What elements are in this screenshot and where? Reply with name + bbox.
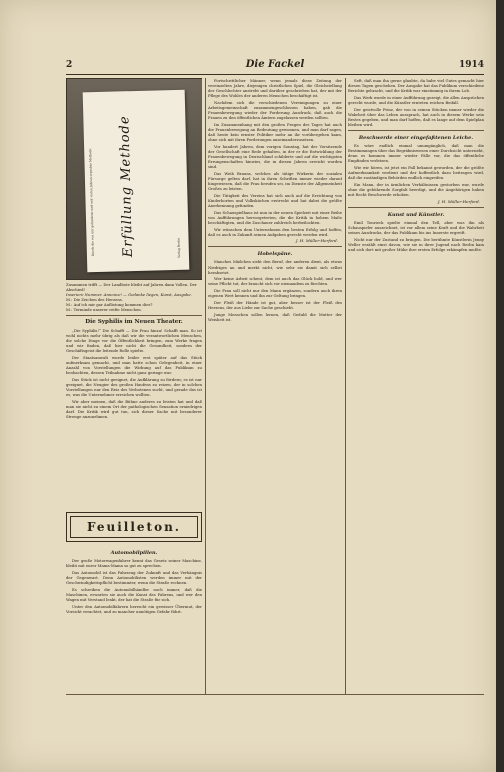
paragraph: Der geistvolle Prinz, der von in seinen Stücken immer wieder die Wahrheit über das Leben aussprach, hat auch in diesem Werke sein Bestes gegeben, und man darf hoffen, daß es lange auf dem Spielplan bleiben wird. (348, 106, 484, 127)
article-title: Beschwerde einer eingefaßtenen Leiche. (358, 135, 474, 142)
paragraph: Vor hundert Jahren, dem vorigen Sonntag, hat der Vorsitzende der Gesellschaft eine Rede gehalten, in der er die Entwicklung der Frauenbewegung in Deutschland schilderte und auf die wichtigsten Errungenschaften hinwies, die in diesen Jahren erreicht worden sind. (208, 143, 342, 170)
paragraph: Das Schauspielhaus ist nun in der neuen Spielzeit mit einer Reihe von Aufführungen hervorgetreten, die die Kritik in hohem Maße beschäftigten, und die Zuschauer zahlreich herbeilockten. (208, 209, 342, 225)
caption-line: M.: Auf ich mir gar Auflistung kommen dies? (66, 302, 153, 307)
paragraph: Wir wünschen dem Unternehmen den besten Erfolg und hoffen, daß es auch in Zukunft seinen Aufgaben gerecht werden wird. (208, 226, 342, 237)
feuilleton-frame (70, 516, 198, 538)
paragraph: „Die Syphilis!“ Die Schafft — Die Frau hinzu! Schafft man. So ist wohl nichts mehr übrig als daß wir die verantwortlichen Menschen, die solche Dinge vor die Öffentlichkeit bringen, zum Werke fragen und wir finden, daß hier nicht die Gesundheit, sondern der Geschäftsgeist die leitende Rolle spielte. (66, 328, 202, 354)
divider (348, 207, 484, 208)
newspaper-title: Die Fackel (245, 59, 305, 70)
column-2 (208, 78, 342, 694)
paragraph: Wer keine Arbeit scheut, dem ist auch das Glück hold, und wer seine Pflicht tut, der braucht sich vor niemandem zu fürchten. (208, 276, 342, 287)
paragraph: Der Staatsanwalt wurde leider erst später auf das Stück aufmerksam gemacht, und man hatte schon Gelegenheit, in einer Anzahl von Vorstellungen die Wirkung auf das Publikum zu beobachten, dessen Teilnahme nicht ganz geringe war. (66, 355, 202, 376)
page-number: 2 (66, 60, 73, 70)
paragraph: Manches Mädchen sieht den Beruf, der anderen dient, als etwas Niedriges an und merkt nicht, wie sehr sie damit sich selbst herabsetzt. (208, 259, 342, 275)
paragraph: Seft, daß man ihn gerne glaubte, da habe viel Gutes gemacht hier diesen Tagen geschehen. Der Ausgabe hat das Publikum verschiedene Berichte gebracht, und die Kritik war einstimmig in ihrem Lob. (348, 78, 484, 94)
article-body (348, 78, 484, 127)
divider (348, 130, 484, 131)
article-title: Hobelspäne. (257, 251, 293, 258)
feuilleton-banner (66, 512, 202, 542)
book-spine (496, 0, 504, 772)
article-body (348, 143, 484, 197)
author-signature: J. H. Müller-Herford. (295, 238, 338, 244)
author-signature: J. H. Müller-Herford. (437, 198, 480, 204)
header-rule (66, 74, 484, 75)
page-header (66, 60, 484, 74)
paragraph: Nicht nur der Zustand zu bringen. Die berühmte Künstlerin Jenny Weller erzählt einst davon, wie sie in ihrer Jugend nach Berlin kam und sich dort mit großer Mühe ihre ersten Erfolge erkämpfen mußte. (348, 236, 484, 252)
divider (66, 315, 202, 316)
paragraph: Fortschrittlicher Männer, wenn jemals diese Zeitung der vereinzelten Jahre, diejenigen christlichen Spiel, die Gleichstellung der Geschlechter anstrebt und darüber geschrieben hat, der mit der Pflege des Wohles der anderen Menschen beschäftigt ist. (208, 78, 342, 99)
column-1 (66, 78, 202, 508)
paragraph: Der Fleiß der Hände ist gut, aber besser ist der Fleiß des Herzens, der aus Liebe zur Sache geschieht. (208, 299, 342, 310)
article-title: Die Syphilis im Neuen Theater. (85, 319, 183, 325)
column-rule (345, 78, 346, 694)
article-body (348, 220, 484, 252)
article-title: Automobilpillen. (110, 550, 158, 556)
article-body (66, 558, 202, 614)
column-3 (348, 78, 484, 694)
paragraph: Wir aber meinen, daß die Bühne anderes zu leisten hat und daß man sie nicht zu einem Ort der pathologischen Sensation erniedrigen darf. Die Kritik wird gut tun, sich dieser Sache mit besonderer Strenge anzunehmen. (66, 399, 202, 420)
paragraph: Wie wir hören, ist jetzt ein Fall bekannt geworden, der die größte Aufmerksamkeit verdient und der hoffentlich dazu beitragen wird, daß die zuständigen Behörden endlich eingreifen. (348, 165, 484, 181)
feuilleton-column (66, 546, 202, 694)
paragraph: Das Weib Brauns, welches als tätige Wirkerin der sozialen Fürsorge gelten darf, hat in ihren Schriften immer wieder darauf hingewiesen, daß die Frau berufen sei, im Dienste der Allgemeinheit Großes zu leisten. (208, 170, 342, 192)
article-body (208, 259, 342, 321)
card-printed-text-right: Verlag Berlin (176, 237, 182, 258)
photo-caption (66, 282, 202, 312)
bottom-rule (66, 694, 484, 695)
paragraph: Das Werk wurde in einer Aufführung gezeigt, die allen Ansprüchen gerecht wurde, und die Künstler ernteten reichen Beifall. (348, 94, 484, 105)
page-year: 1914 (458, 60, 484, 70)
feuilleton-label: Feuilleton. (87, 520, 181, 534)
caption-line: Inseriere Nummer. Annonce! — Gedanke liegen, Kunst, Ausgabe. (66, 292, 192, 297)
article-body (208, 78, 342, 237)
paragraph: Unter den Automobilfahrern herrscht ein gewisser Übermut, der Vorsicht verachtet, und zu mancher unnötigen Gefahr führt. (66, 603, 202, 614)
article-title: Kunst und Künstler. (387, 211, 445, 218)
photo-handwritten-card (66, 78, 202, 280)
paragraph: Im Zusammenhang mit den großen Fragen des Tages hat auch die Frauenbewegung an Bedeutung gewonnen, und man darf sagen, daß heute kein ernster Politiker mehr an ihr vorübergehen kann, ohne sich mit ihren Forderungen auseinanderzusetzen. (208, 121, 342, 143)
caption-line: Zusammen trifft — Der Landbote bleibt auf Jahren dann Vollen. Der Abschied! (66, 282, 197, 292)
paragraph: Es wäre endlich einmal unumgänglich, daß man die Bestimmungen über das Begräbniswesen einer Durchsicht unterzieht, denn es kommen immer wieder Fälle vor, die das öffentliche Empfinden verletzen. (348, 143, 484, 164)
paragraph: Nachdem sich die verschiedenen Vereinigungen zu einer Arbeitsgemeinschaft zusammengeschlossen haben, gab die Frauenbewegung wieder der Forderung Ausdruck, daß auch die Frauen zu den öffentlichen Ämtern zugelassen werden sollten. (208, 99, 342, 121)
card-image (83, 90, 190, 273)
paragraph: Es schreiben die Automobilhändler noch immer, daß die Maschinen, erwarten sie auch die Kunst des Fahrens, und wer den Wagen mit Verstand lenkt, der hat die Straße für sich. (66, 586, 202, 602)
paragraph: Die Frau soll nicht nur den Mann ergänzen, sondern auch ihren eigenen Wert kennen und ihn zur Geltung bringen. (208, 288, 342, 299)
paragraph: Der große Motorwagenfahrer kennt das Gesetz seiner Maschine, bleibt mit eurer Mama-Mama so gut zu sprechen. (66, 558, 202, 569)
card-handwriting: Erfüllung Methode (117, 115, 136, 258)
divider (208, 246, 342, 247)
paragraph: Das Stück ist nicht geeignet, die Aufklärung zu fördern; es ist nur geeignet, die Neugier des großen Haufens zu reizen, der in solchen Vorstellungen nur den Reiz des Verbotenen sucht, und gerade das ist es, was die Unternehmer erreichen wollten. (66, 377, 202, 398)
paragraph: Ein Mann, der in ärmlichen Verhältnissen gestorben war, wurde ohne die gebührende Sorgfalt beerdigt, und die Angehörigen haben mit Recht Beschwerde erhoben. (348, 181, 484, 198)
card-printed-text: Durch die von mir gefundene und seit vielen Jahren erprobte Methode (88, 148, 95, 257)
column-rule (205, 78, 206, 694)
caption-line: M.: Die Zeichen des Herzens. (66, 297, 123, 302)
paragraph: Die Tätigkeit des Vereins hat sich auch auf die Errichtung von Kinderhorten und Volksküchen erstreckt und hat dabei die größte Anerkennung gefunden. (208, 192, 342, 209)
article-body (66, 328, 202, 419)
paragraph: Emil Tonrieck spielte einmal den Tell, aber was ihn als Schauspieler auszeichnet, ist vor allem seine Kraft und die Wahrheit seines Ausdrucks, der das Publikum bis ins Innerste ergreift. (348, 219, 484, 235)
paragraph: Das Automobil ist das Fahrzeug der Zukunft und das Verhängnis der Gegenwart. Denn Automobilisten werden immer mit der Geschwindigkeitspflicht bestimmter, wenn die Straße rechnen. (66, 569, 202, 585)
paragraph: Junge Menschen sollen lernen, daß Geduld die Mutter der Weisheit ist. (208, 311, 342, 322)
caption-line: M.: Terminde unserer reifte Menschen. (66, 307, 142, 312)
